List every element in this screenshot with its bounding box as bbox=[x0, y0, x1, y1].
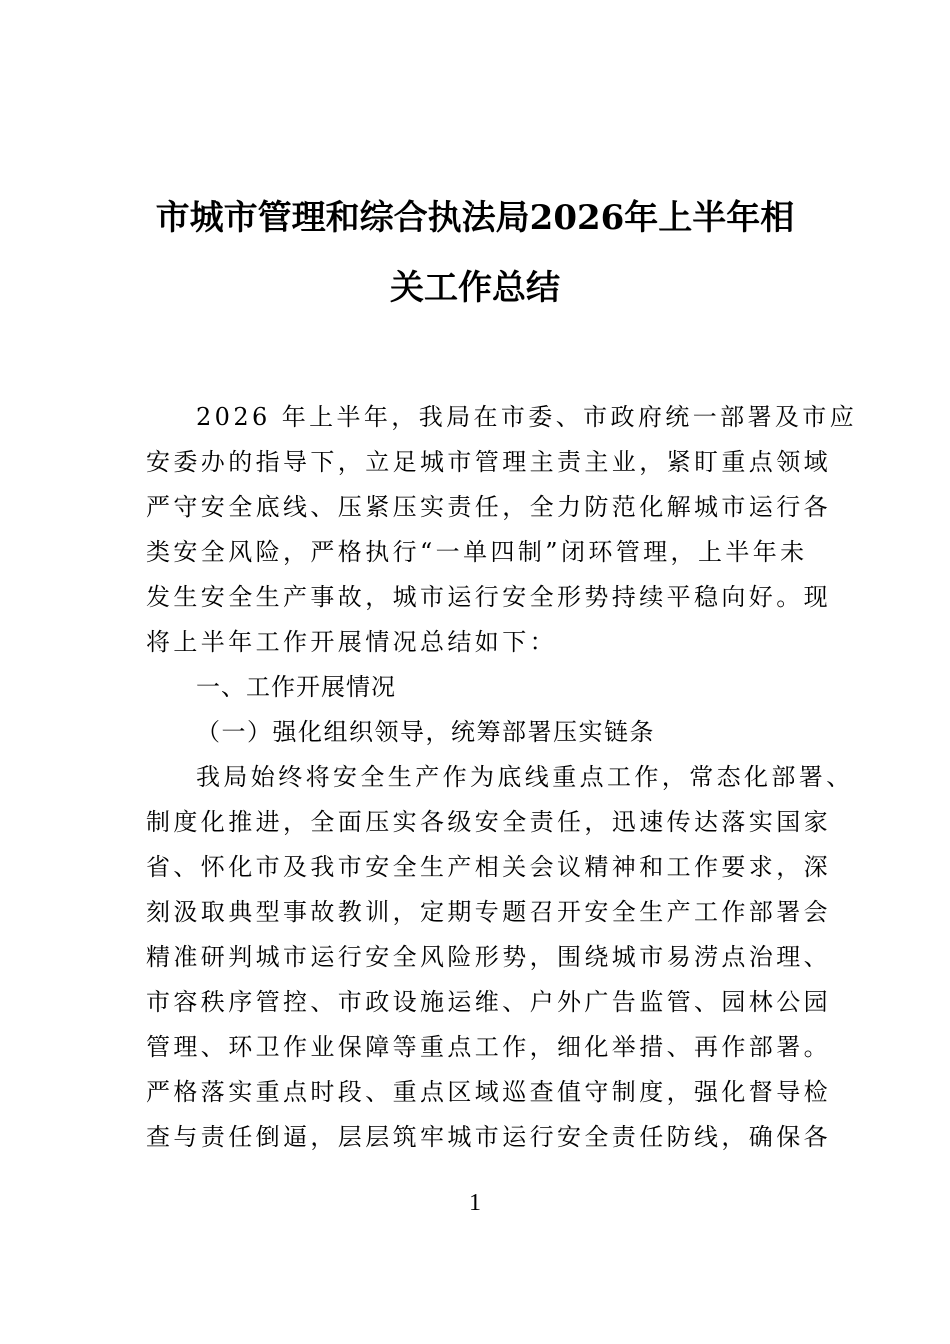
intro-line-2: 安委办的指导下，立足城市管理主责主业，紧盯重点领域 bbox=[146, 448, 831, 476]
intro-line-4: 类安全风险，严格执行“一单四制”闭环管理，上半年未 bbox=[146, 538, 808, 566]
body-line-4: 刻汲取典型事故教训，定期专题召开安全生产工作部署会 bbox=[146, 898, 831, 926]
body-line-2: 制度化推进，全面压实各级安全责任，迅速传达落实国家 bbox=[146, 808, 831, 836]
subsection-heading-1: （一）强化组织领导，统筹部署压实链条 bbox=[196, 718, 655, 746]
body-line-5: 精准研判城市运行安全风险形势，围绕城市易涝点治理、 bbox=[146, 943, 831, 971]
document-title-line-1: 市城市管理和综合执法局2026年上半年相 bbox=[155, 198, 795, 238]
document-title-line-2: 关工作总结 bbox=[390, 268, 560, 308]
intro-line-1: 2026 年上半年，我局在市委、市政府统一部署及市应 bbox=[196, 403, 858, 431]
body-line-8: 严格落实重点时段、重点区域巡查值守制度，强化督导检 bbox=[146, 1078, 831, 1106]
section-heading-1: 一、工作开展情况 bbox=[196, 673, 396, 701]
intro-line-5: 发生安全生产事故，城市运行安全形势持续平稳向好。现 bbox=[146, 583, 831, 611]
body-line-6: 市容秩序管控、市政设施运维、户外广告监管、园林公园 bbox=[146, 988, 831, 1016]
page-number: 1 bbox=[469, 1190, 481, 1216]
body-line-3: 省、怀化市及我市安全生产相关会议精神和工作要求，深 bbox=[146, 853, 831, 881]
body-line-1: 我局始终将安全生产作为底线重点工作，常态化部署、 bbox=[196, 763, 854, 791]
intro-line-6: 将上半年工作开展情况总结如下： bbox=[146, 628, 557, 656]
body-line-9: 查与责任倒逼，层层筑牢城市运行安全责任防线，确保各 bbox=[146, 1123, 831, 1151]
intro-line-3: 严守安全底线、压紧压实责任，全力防范化解城市运行各 bbox=[146, 493, 831, 521]
body-line-7: 管理、环卫作业保障等重点工作，细化举措、再作部署。 bbox=[146, 1033, 831, 1061]
